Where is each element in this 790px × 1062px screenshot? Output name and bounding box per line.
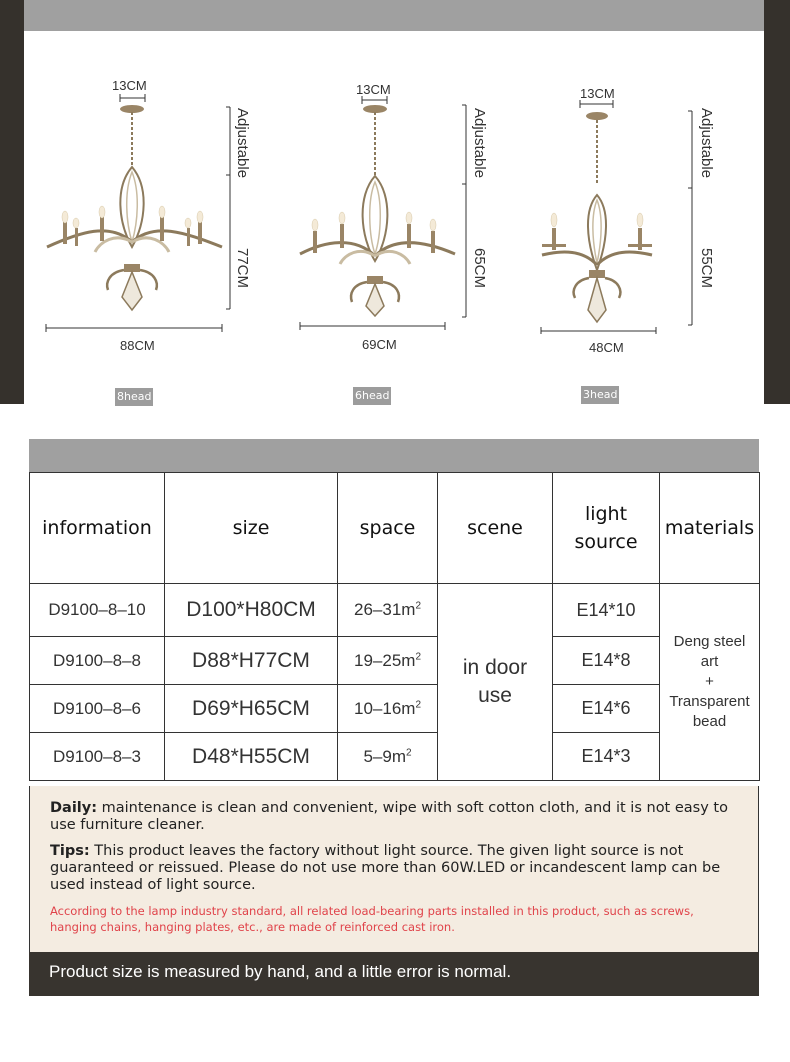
space-cell [338,733,438,781]
daily-label: Daily: [50,800,98,816]
table-row [30,685,760,733]
adjustable-label: Adjustable [471,108,488,179]
light-source-cell: E14*8 [553,637,660,685]
size-cell: D48*H55CM [165,733,338,781]
header-light-line1: light [584,503,628,525]
measurement-disclaimer: Product size is measured by hand, and a little error is normal. [29,952,759,996]
materials-line: Transparent [669,693,750,710]
tips-label: Tips: [50,843,90,859]
adjustable-label: Adjustable [234,108,251,179]
frame-right [764,0,790,404]
adjustable-label: Adjustable [698,108,715,179]
materials-line: art [700,653,719,670]
model-cell: D9100–8–8 [30,637,165,685]
space-cell [338,584,438,637]
header-information: information [30,473,165,584]
header-scene: scene [438,473,553,584]
space-value: 26–31m [354,600,416,619]
size-cell: D69*H65CM [165,685,338,733]
header-materials: materials [660,473,760,584]
spec-table-band [29,439,759,472]
header-size: size [165,473,338,584]
chandelier-6head-illustration [295,96,465,332]
frame-left [0,0,24,404]
header-band [24,0,764,31]
space-value: 5–9m [363,746,406,766]
tips-text: This product leaves the factory without light source. The given light source is not guaranteed or reissued. Please do not use more than 60W.LED or incandescent lamp can be used instead of light source. [50,843,721,893]
light-source-cell: E14*3 [553,733,660,781]
header-space: space [338,473,438,584]
model-cell: D9100–8–6 [30,685,165,733]
model-cell: D9100–8–3 [30,733,165,781]
materials-line: bead [692,713,727,730]
table-row [30,733,760,781]
chandelier-8head-illustration [40,92,240,342]
width-label: 48CM [589,340,624,355]
materials-line: Deng steel [673,633,746,650]
chandelier-3head-illustration [538,100,668,334]
model-cell: D9100–8–10 [30,584,165,637]
materials-cell [660,584,760,781]
materials-line: + [705,673,714,690]
product-dimensions-panel [0,0,790,404]
canopy-width-label: 13CM [356,82,391,97]
height-label: 65CM [471,248,488,289]
header-light-line2: source [574,531,638,553]
heads-badge: 8head [115,388,153,406]
space-unit-sup: 2 [415,600,421,612]
tips-note [50,843,738,894]
canopy-width-label: 13CM [112,78,147,93]
space-unit-sup: 2 [405,746,412,758]
light-source-cell: E14*6 [553,685,660,733]
height-dimension-line [688,110,698,326]
size-cell: D88*H77CM [165,637,338,685]
space-value: 19–25m [354,650,416,670]
spec-table [29,472,760,781]
width-label: 69CM [362,337,397,352]
space-unit-sup: 2 [415,650,421,662]
canopy-width-label: 13CM [580,86,615,101]
height-label: 55CM [698,248,715,289]
width-label: 88CM [120,338,155,353]
space-value: 10–16m [354,698,416,718]
table-row [30,637,760,685]
light-source-cell: E14*10 [553,584,660,637]
care-notes [29,786,759,952]
table-row [30,584,760,637]
space-cell [338,637,438,685]
space-unit-sup: 2 [415,698,421,710]
heads-badge: 6head [353,387,391,405]
safety-warning: According to the lamp industry standard, all related load-bearing parts installed in this product, such as screws, hanging chains, hanging plates, etc., are made of reinforced cast iron. [50,904,694,934]
heads-badge: 3head [581,386,619,404]
scene-line1: in door [462,656,528,679]
header-light-source [553,473,660,584]
spec-table-section [29,439,759,781]
daily-note [50,800,738,834]
space-cell [338,685,438,733]
daily-text: maintenance is clean and convenient, wipe with soft cotton cloth, and it is not easy to use furniture cleaner. [50,800,728,833]
height-label: 77CM [234,248,251,289]
size-cell: D100*H80CM [165,584,338,637]
scene-cell [438,584,553,781]
scene-line2: use [478,684,512,707]
table-header-row [30,473,760,584]
